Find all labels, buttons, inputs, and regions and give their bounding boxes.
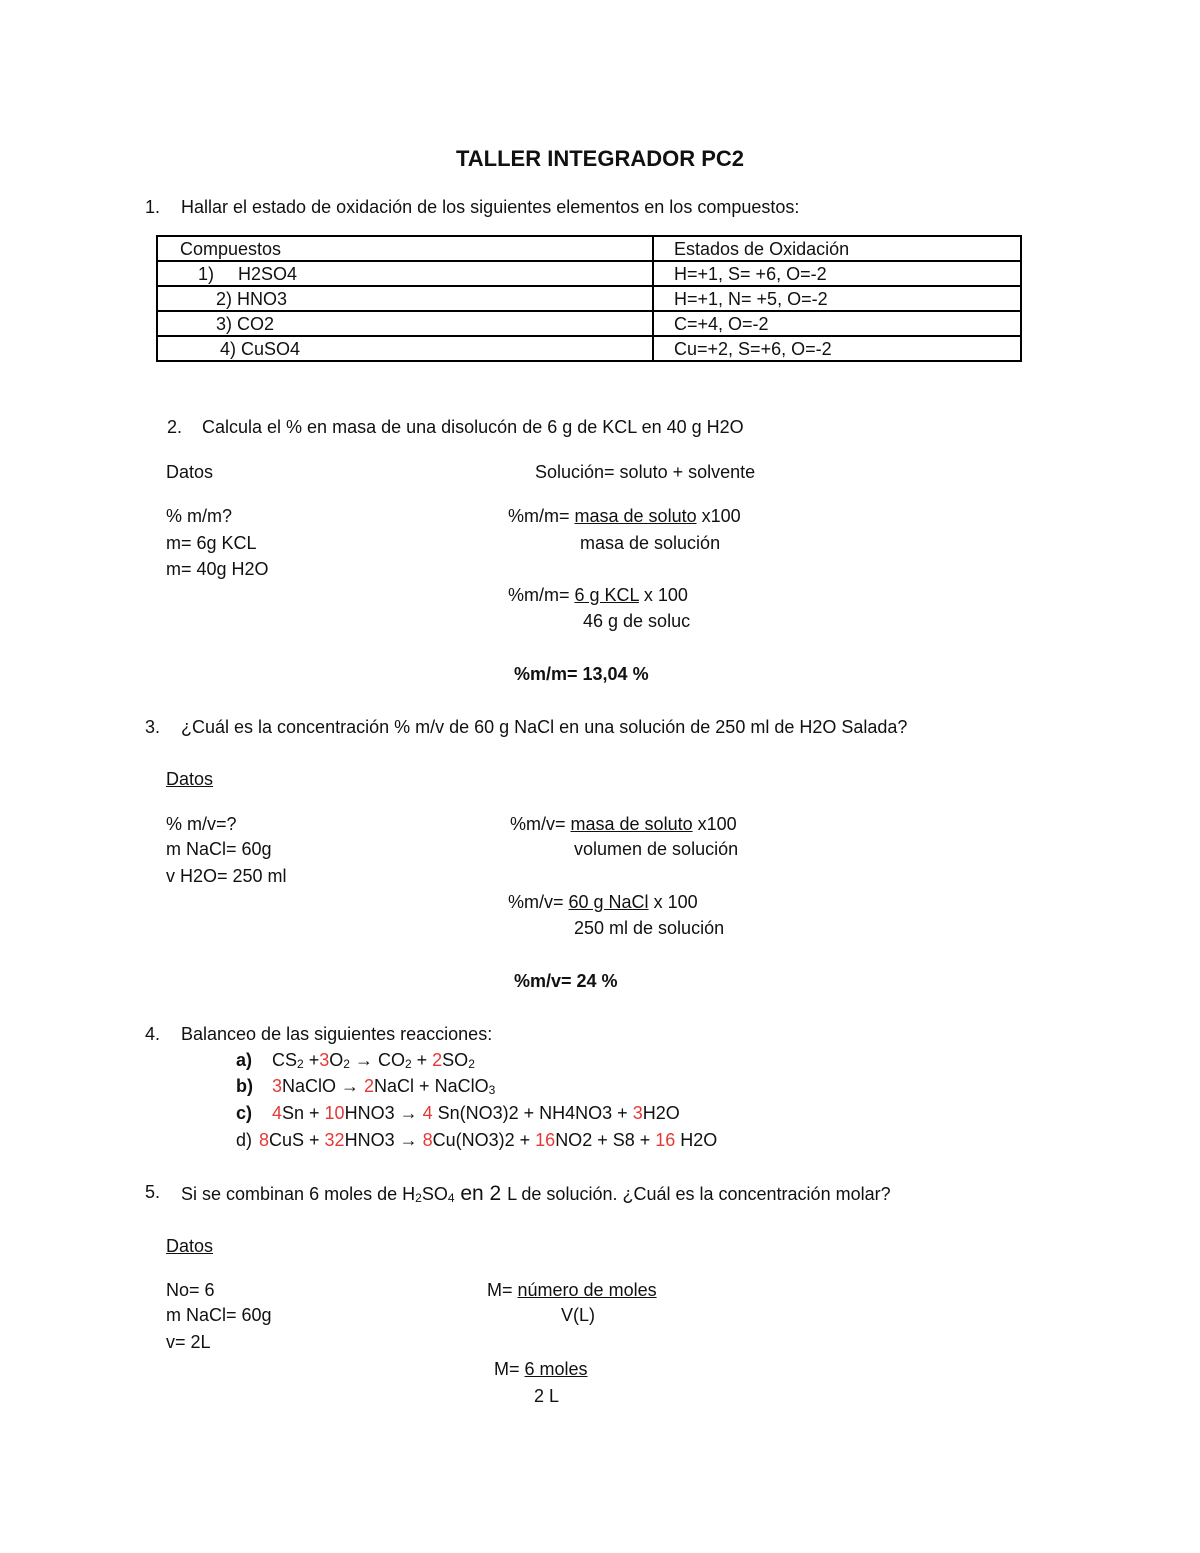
reaction-c-label: c): [236, 1103, 253, 1123]
q5-dato-2: m NaCl= 60g: [166, 1305, 272, 1325]
coefficient: 8: [259, 1130, 270, 1150]
q3-formula-2-numerator: 60 g NaCl: [568, 892, 649, 912]
coefficient: 3: [272, 1076, 283, 1096]
coefficient: 16: [655, 1130, 676, 1150]
reaction-a: CS2 +3O2 → CO2 + 2SO2: [272, 1050, 475, 1071]
page-title: TALLER INTEGRADOR PC2: [455, 146, 745, 171]
q3-formula-2-denominator: 250 ml de solución: [574, 918, 725, 938]
q3-formula-1: %m/v= masa de soluto x100: [510, 814, 737, 834]
reaction-d: 8CuS + 32HNO3 → 8Cu(NO3)2 + 16NO2 + S8 + 16 H2O: [259, 1130, 718, 1150]
q5-formula-1: M= número de moles: [487, 1280, 657, 1300]
q3-formula-1-denominator: volumen de solución: [574, 839, 739, 859]
row-number: 3): [216, 313, 233, 334]
reaction-b-label: b): [236, 1076, 253, 1096]
q2-solucion: Solución= soluto + solvente: [535, 462, 756, 482]
reaction-b: 3NaClO → 2NaCl + NaClO3: [272, 1076, 496, 1097]
coefficient: 32: [324, 1130, 345, 1150]
q5-dato-1: No= 6: [166, 1280, 215, 1300]
q2-formula-2: %m/m= 6 g KCL x 100: [508, 585, 688, 605]
q2-formula-1: %m/m= masa de soluto x100: [508, 506, 741, 526]
coefficient: 4: [272, 1103, 283, 1123]
q2-formula-1-numerator: masa de soluto: [574, 506, 697, 526]
coefficient: 16: [535, 1130, 556, 1150]
row-number: 2): [216, 288, 233, 309]
header-compuestos: Compuestos: [157, 236, 653, 261]
row-number: 4): [220, 338, 237, 359]
q5-formula-2: M= 6 moles: [494, 1359, 588, 1379]
q3-dato-2: m NaCl= 60g: [166, 839, 272, 859]
q2-number: 2.: [167, 417, 183, 437]
table-header-row: [157, 236, 1021, 261]
reaction-c: 4Sn + 10HNO3 → 4 Sn(NO3)2 + NH4NO3 + 3H2O: [272, 1103, 680, 1123]
q5-formula-2-numerator: 6 moles: [524, 1359, 588, 1379]
q3-formula-2: %m/v= 60 g NaCl x 100: [508, 892, 698, 912]
q2-dato-2: m= 6g KCL: [166, 533, 257, 553]
coefficient: 2: [364, 1076, 375, 1096]
q3-dato-1: % m/v=?: [166, 814, 237, 834]
table-row: [157, 286, 1021, 311]
oxidation-cell: Cu=+2, S=+6, O=-2: [653, 336, 1021, 361]
q3-text: ¿Cuál es la concentración % m/v de 60 g NaCl en una solución de 250 ml de H2O Salada?: [181, 717, 908, 737]
q3-number: 3.: [145, 717, 161, 737]
q5-dato-3: v= 2L: [166, 1332, 211, 1352]
compound-cell: CuSO4: [241, 338, 301, 359]
q5-datos-label: Datos: [166, 1236, 214, 1256]
table-row: [157, 336, 1021, 361]
coefficient: 8: [422, 1130, 433, 1150]
compound-cell: CO2: [237, 313, 275, 334]
compound-cell: H2SO4: [238, 263, 298, 284]
q5-text: Si se combinan 6 moles de H2SO4 en 2 L de solución. ¿Cuál es la concentración molar?: [181, 1182, 891, 1205]
q3-formula-1-numerator: masa de soluto: [570, 814, 693, 834]
coefficient: 2: [432, 1050, 443, 1070]
q2-dato-1: % m/m?: [166, 506, 233, 526]
q2-formula-2-denominator: 46 g de soluc: [583, 611, 691, 631]
oxidation-cell: C=+4, O=-2: [653, 311, 1021, 336]
q5-formula-1-numerator: número de moles: [517, 1280, 657, 1300]
q2-dato-3: m= 40g H2O: [166, 559, 269, 579]
q2-datos-label: Datos: [166, 462, 214, 482]
reaction-d-label: d): [236, 1130, 253, 1150]
q2-formula-1-denominator: masa de solución: [580, 533, 721, 553]
coefficient: 3: [319, 1050, 330, 1070]
header-estados: Estados de Oxidación: [653, 236, 1021, 261]
q4-text: Balanceo de las siguientes reacciones:: [181, 1024, 493, 1044]
table-row: [157, 261, 1021, 286]
q2-formula-2-numerator: 6 g KCL: [574, 585, 639, 605]
q2-result: %m/m= 13,04 %: [514, 664, 649, 684]
coefficient: 4: [422, 1103, 433, 1123]
q1-text: Hallar el estado de oxidación de los siguientes elementos en los compuestos:: [181, 197, 800, 217]
q1-number: 1.: [145, 197, 161, 217]
q3-result: %m/v= 24 %: [514, 971, 618, 991]
coefficient: 3: [632, 1103, 643, 1123]
compound-cell: HNO3: [237, 288, 288, 309]
q5-number: 5.: [145, 1182, 161, 1202]
q5-formula-1-denominator: V(L): [561, 1305, 596, 1325]
reaction-a-label: a): [236, 1050, 253, 1070]
oxidation-table: [156, 235, 1022, 362]
oxidation-cell: H=+1, N= +5, O=-2: [653, 286, 1021, 311]
table-row: [157, 311, 1021, 336]
oxidation-cell: H=+1, S= +6, O=-2: [653, 261, 1021, 286]
q3-datos-label: Datos: [166, 769, 214, 789]
q5-formula-2-denominator: 2 L: [534, 1386, 560, 1406]
coefficient: 10: [324, 1103, 345, 1123]
q4-number: 4.: [145, 1024, 161, 1044]
row-number: 1): [198, 263, 215, 284]
q3-dato-3: v H2O= 250 ml: [166, 866, 287, 886]
q2-text: Calcula el % en masa de una disolucón de 6 g de KCL en 40 g H2O: [202, 417, 744, 437]
